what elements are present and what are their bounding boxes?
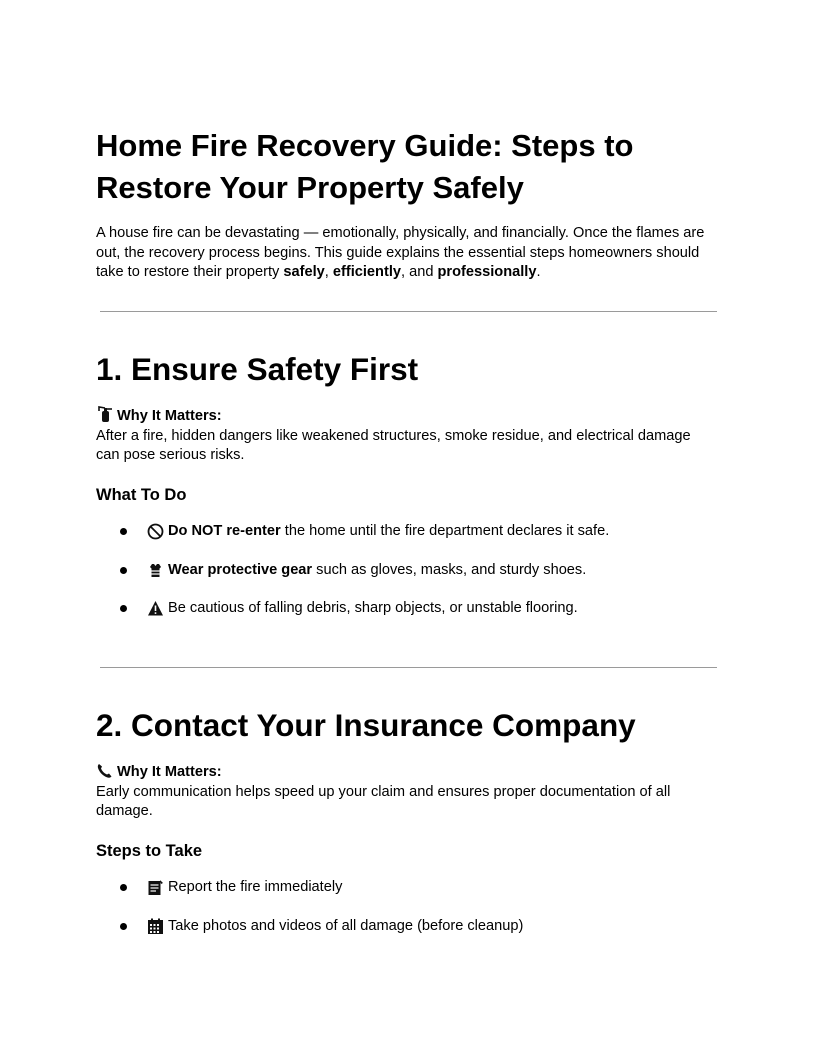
list-item-rest: Take photos and videos of all damage (before cleanup) — [168, 918, 524, 934]
why-it-matters-insurance — [96, 762, 716, 822]
bullet-icon — [120, 884, 127, 891]
why-it-matters-safety — [96, 406, 716, 466]
bullet-icon — [120, 567, 127, 574]
why-text: After a fire, hidden dangers like weakened structures, smoke residue, and electrical damage can pose serious risks. — [96, 427, 691, 463]
list-item-rest: Be cautious of falling debris, sharp objects, or unstable flooring. — [168, 600, 578, 616]
document-title: Home Fire Recovery Guide: Steps to Restore Your Property Safely — [96, 128, 634, 205]
list-item — [119, 560, 586, 580]
list-item-text — [168, 877, 342, 897]
report-icon — [147, 879, 164, 896]
list-item-bold: Do NOT re-enter — [168, 523, 281, 539]
list-item-rest: the home until the fire department declares it safe. — [280, 523, 610, 539]
list-item-rest: such as gloves, masks, and sturdy shoes. — [312, 562, 587, 578]
section-divider — [100, 667, 717, 668]
warning-icon — [147, 600, 164, 617]
list-item — [119, 521, 609, 541]
bullet-icon — [120, 605, 127, 612]
prohibited-icon — [147, 523, 164, 540]
bullet-icon — [120, 528, 127, 535]
list-item-rest: Report the fire immediately — [168, 879, 343, 895]
bullet-icon — [120, 923, 127, 930]
phone-icon — [96, 762, 114, 779]
intro-end: . — [536, 264, 541, 280]
list-item-bold: Wear protective gear — [168, 562, 313, 578]
list-item — [119, 598, 578, 618]
intro-bold-safely: safely — [283, 264, 325, 280]
fire-extinguisher-icon — [96, 406, 114, 423]
intro-bold-efficiently: efficiently — [332, 264, 401, 280]
list-item — [119, 877, 342, 897]
section-heading-insurance: 2. Contact Your Insurance Company — [96, 707, 636, 743]
why-text: Early communication helps speed up your claim and ensures proper documentation of all damage. — [96, 783, 671, 819]
list-item — [119, 916, 523, 936]
intro-separator: , — [324, 264, 333, 280]
list-item-text — [168, 598, 578, 618]
subheading-steps-to-take: Steps to Take — [96, 842, 203, 860]
section-divider — [100, 311, 717, 312]
intro-text: A house fire can be devastating — emotionally, physically, and financially. Once the flames are out, the recovery process begins. This guide explains the essential steps homeowners should take to restore their property — [96, 225, 705, 280]
safety-vest-icon — [147, 562, 164, 579]
intro-paragraph — [96, 224, 721, 283]
calendar-icon — [147, 918, 164, 935]
list-item-text — [168, 521, 609, 541]
subheading-what-to-do: What To Do — [96, 486, 187, 504]
list-item-text — [168, 560, 586, 580]
list-item-text — [168, 916, 523, 936]
section-heading-safety: 1. Ensure Safety First — [96, 351, 419, 387]
why-label: Why It Matters: — [117, 408, 222, 424]
intro-bold-professionally: professionally — [437, 264, 537, 280]
intro-separator: , and — [401, 264, 438, 280]
why-label: Why It Matters: — [117, 764, 222, 780]
